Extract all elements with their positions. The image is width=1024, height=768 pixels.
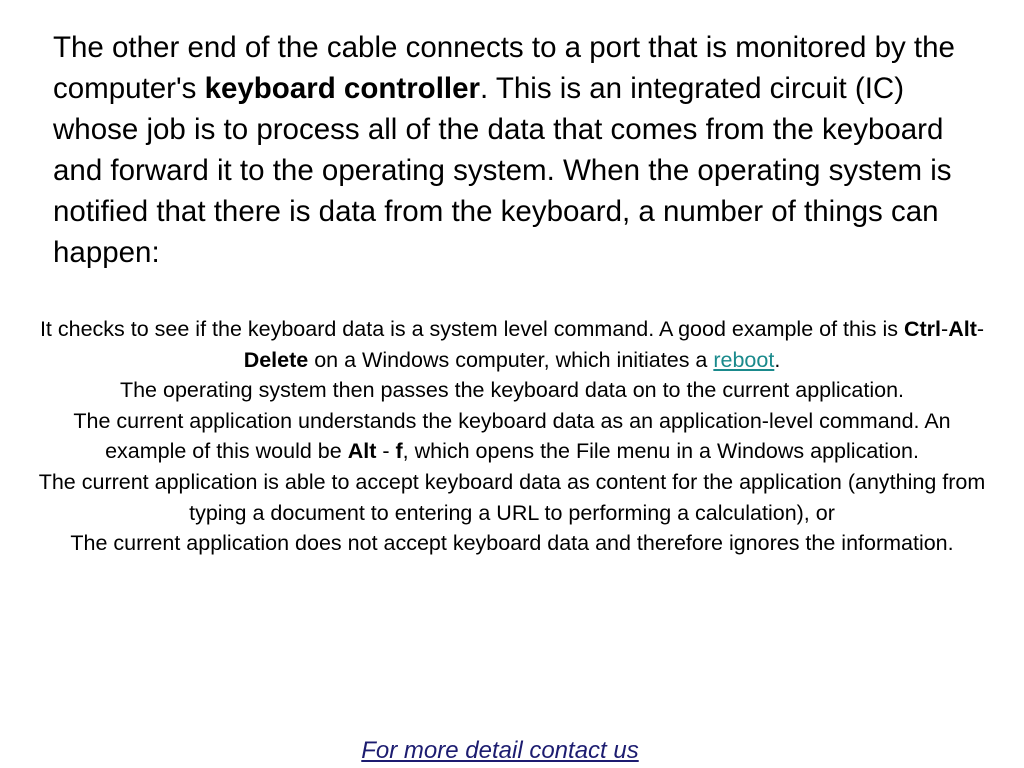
- key-alt: Alt: [948, 317, 977, 341]
- key-separator: -: [941, 317, 949, 341]
- list-item-application-command: [30, 406, 994, 467]
- list-item-system-command: [30, 314, 994, 375]
- list-item-accept-content: The current application is able to accept keyboard data as content for the application (anything from typing a document to entering a URL to performing a calculation), or: [38, 469, 986, 525]
- key-alt: Alt: [347, 439, 377, 464]
- point-text: It checks to see if the keyboard data is a system level command. A good example of this is: [39, 317, 904, 341]
- intro-text-before: The other end of the cable connects to a port that is monitored by the computer's: [53, 31, 955, 105]
- point-text: The current application understands the keyboard data as an application-level command. An example of this would be: [73, 408, 951, 464]
- keyboard-events-list: [30, 314, 994, 559]
- key-delete: Delete: [243, 347, 309, 372]
- intro-paragraph: [53, 27, 983, 273]
- list-item-ignore-data: The current application does not accept keyboard data and therefore ignores the information.: [70, 531, 954, 556]
- point-text: on a Windows computer, which initiates a: [308, 347, 714, 372]
- key-separator: -: [976, 317, 985, 341]
- point-text: , which opens the File menu in a Windows application.: [402, 439, 919, 464]
- reboot-link[interactable]: reboot: [713, 347, 775, 372]
- contact-us-link[interactable]: For more detail contact us: [361, 737, 639, 764]
- key-f: f: [395, 439, 403, 464]
- key-separator: -: [376, 439, 396, 464]
- list-item-pass-to-application: The operating system then passes the keyboard data on to the current application.: [119, 378, 905, 403]
- point-text: .: [774, 347, 781, 372]
- intro-text-after: . This is an integrated circuit (IC) whose job is to process all of the data that comes from the keyboard and forward it to the operating system. When the operating system is notified that there is data from the keyboard, a number of things can happen:: [53, 72, 952, 269]
- key-ctrl: Ctrl: [903, 317, 942, 341]
- keyboard-controller-term: keyboard controller: [204, 72, 480, 105]
